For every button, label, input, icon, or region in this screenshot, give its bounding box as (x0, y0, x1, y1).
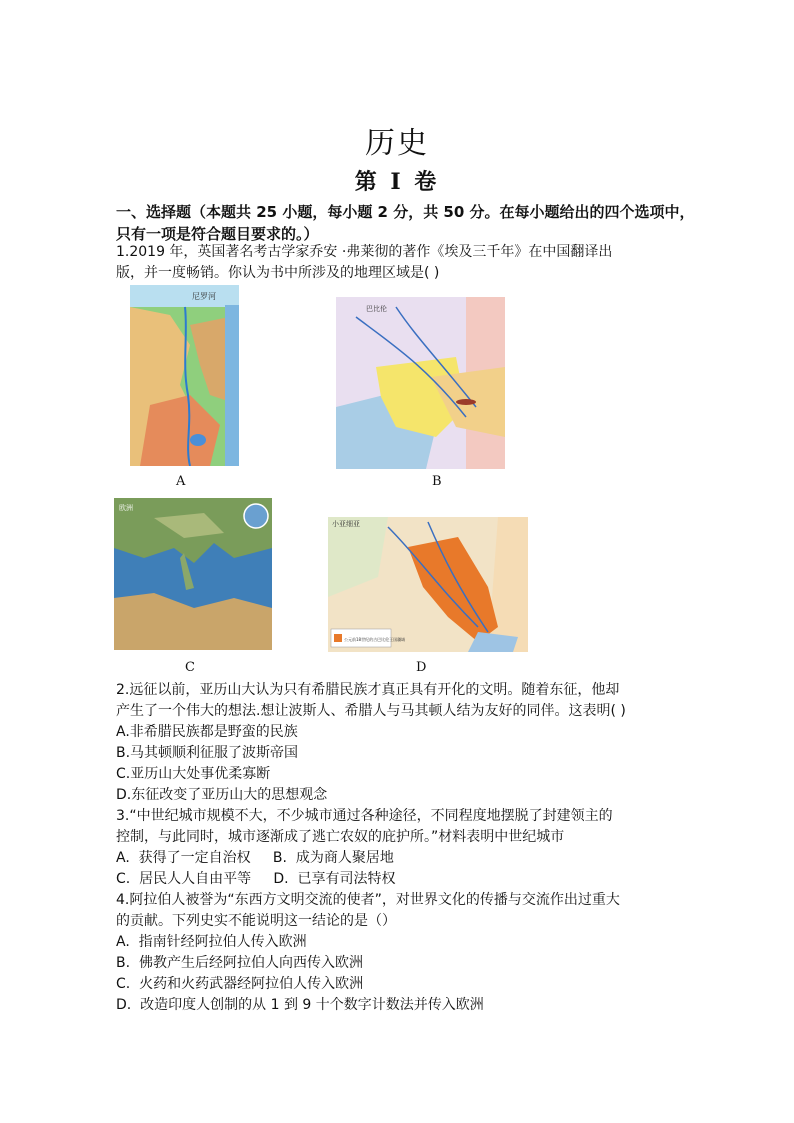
map-d-caption: D (416, 660, 427, 675)
map-c-title: 欧洲 (119, 504, 133, 512)
map-d-babylon (328, 517, 528, 652)
page-title: 历史 (365, 126, 429, 161)
q4-option-d: D. 改造印度人创制的从 1 到 9 十个数字计数法并传入欧洲 (116, 997, 484, 1013)
q2-stem-line1: 2.远征以前，亚历山大认为只有希腊民族才真正具有开化的文明。随着东征，他却 (116, 682, 620, 698)
q3-stem-line1: 3.“中世纪城市规模不大，不少城市通过各种途径，不同程度地摆脱了封建领主的 (116, 808, 613, 824)
map-b-mesopotamia (336, 297, 505, 469)
map-c-caption: C (185, 660, 195, 675)
map-b-title: 巴比伦 (366, 305, 387, 313)
q3-options-row2: C. 居民人人自由平等 D. 已享有司法特权 (116, 871, 396, 887)
q2-option-c: C.亚历山大处事优柔寡断 (116, 766, 271, 782)
q4-stem-line1: 4.阿拉伯人被誉为“东西方文明交流的使者”，对世界文化的传播与交流作出过重大 (116, 892, 620, 908)
q2-option-b: B.马其顿顺利征服了波斯帝国 (116, 745, 299, 761)
map-d-legend: 公元前18世纪的古巴比伦王国疆域 (344, 637, 406, 642)
volume-heading: 第 I 卷 (354, 169, 440, 195)
q2-option-a: A.非希腊民族都是野蛮的民族 (116, 724, 298, 740)
q4-option-b: B. 佛教产生后经阿拉伯人向西传入欧洲 (116, 955, 363, 971)
q1-stem-line2: 版，并一度畅销。你认为书中所涉及的地理区域是( ) (116, 265, 440, 281)
q4-option-a: A. 指南针经阿拉伯人传入欧洲 (116, 934, 307, 950)
q2-option-d: D.东征改变了亚历山大的思想观念 (116, 787, 328, 803)
q3-options-row1: A. 获得了一定自治权 B. 成为商人聚居地 (116, 850, 394, 866)
q4-option-c: C. 火药和火药武器经阿拉伯人传入欧洲 (116, 976, 364, 992)
q1-stem-line1: 1.2019 年，英国著名考古学家乔安 ·弗莱彻的著作《埃及三千年》在中国翻译出 (116, 244, 613, 260)
map-a-caption: A (176, 474, 186, 489)
map-b-caption: B (432, 474, 442, 489)
q2-stem-line2: 产生了一个伟大的想法.想让波斯人、希腊人与马其顿人结为友好的同伴。这表明( ) (116, 703, 626, 719)
map-d-title: 小亚细亚 (332, 520, 360, 528)
section-heading: 一、选择题（本题共 25 小题，每小题 2 分，共 50 分。在每小题给出的四个选项中， 只有一项是符合题目要求的。） (116, 203, 695, 243)
map-a-title: 尼罗河 (192, 292, 216, 301)
map-a-nile (130, 285, 239, 466)
map-c-mediterranean (114, 498, 272, 650)
q4-stem-line2: 的贡献。下列史实不能说明这一结论的是（） (116, 913, 396, 929)
q3-stem-line2: 控制，与此同时，城市逐渐成了逃亡农奴的庇护所。”材料表明中世纪城市 (116, 829, 565, 845)
